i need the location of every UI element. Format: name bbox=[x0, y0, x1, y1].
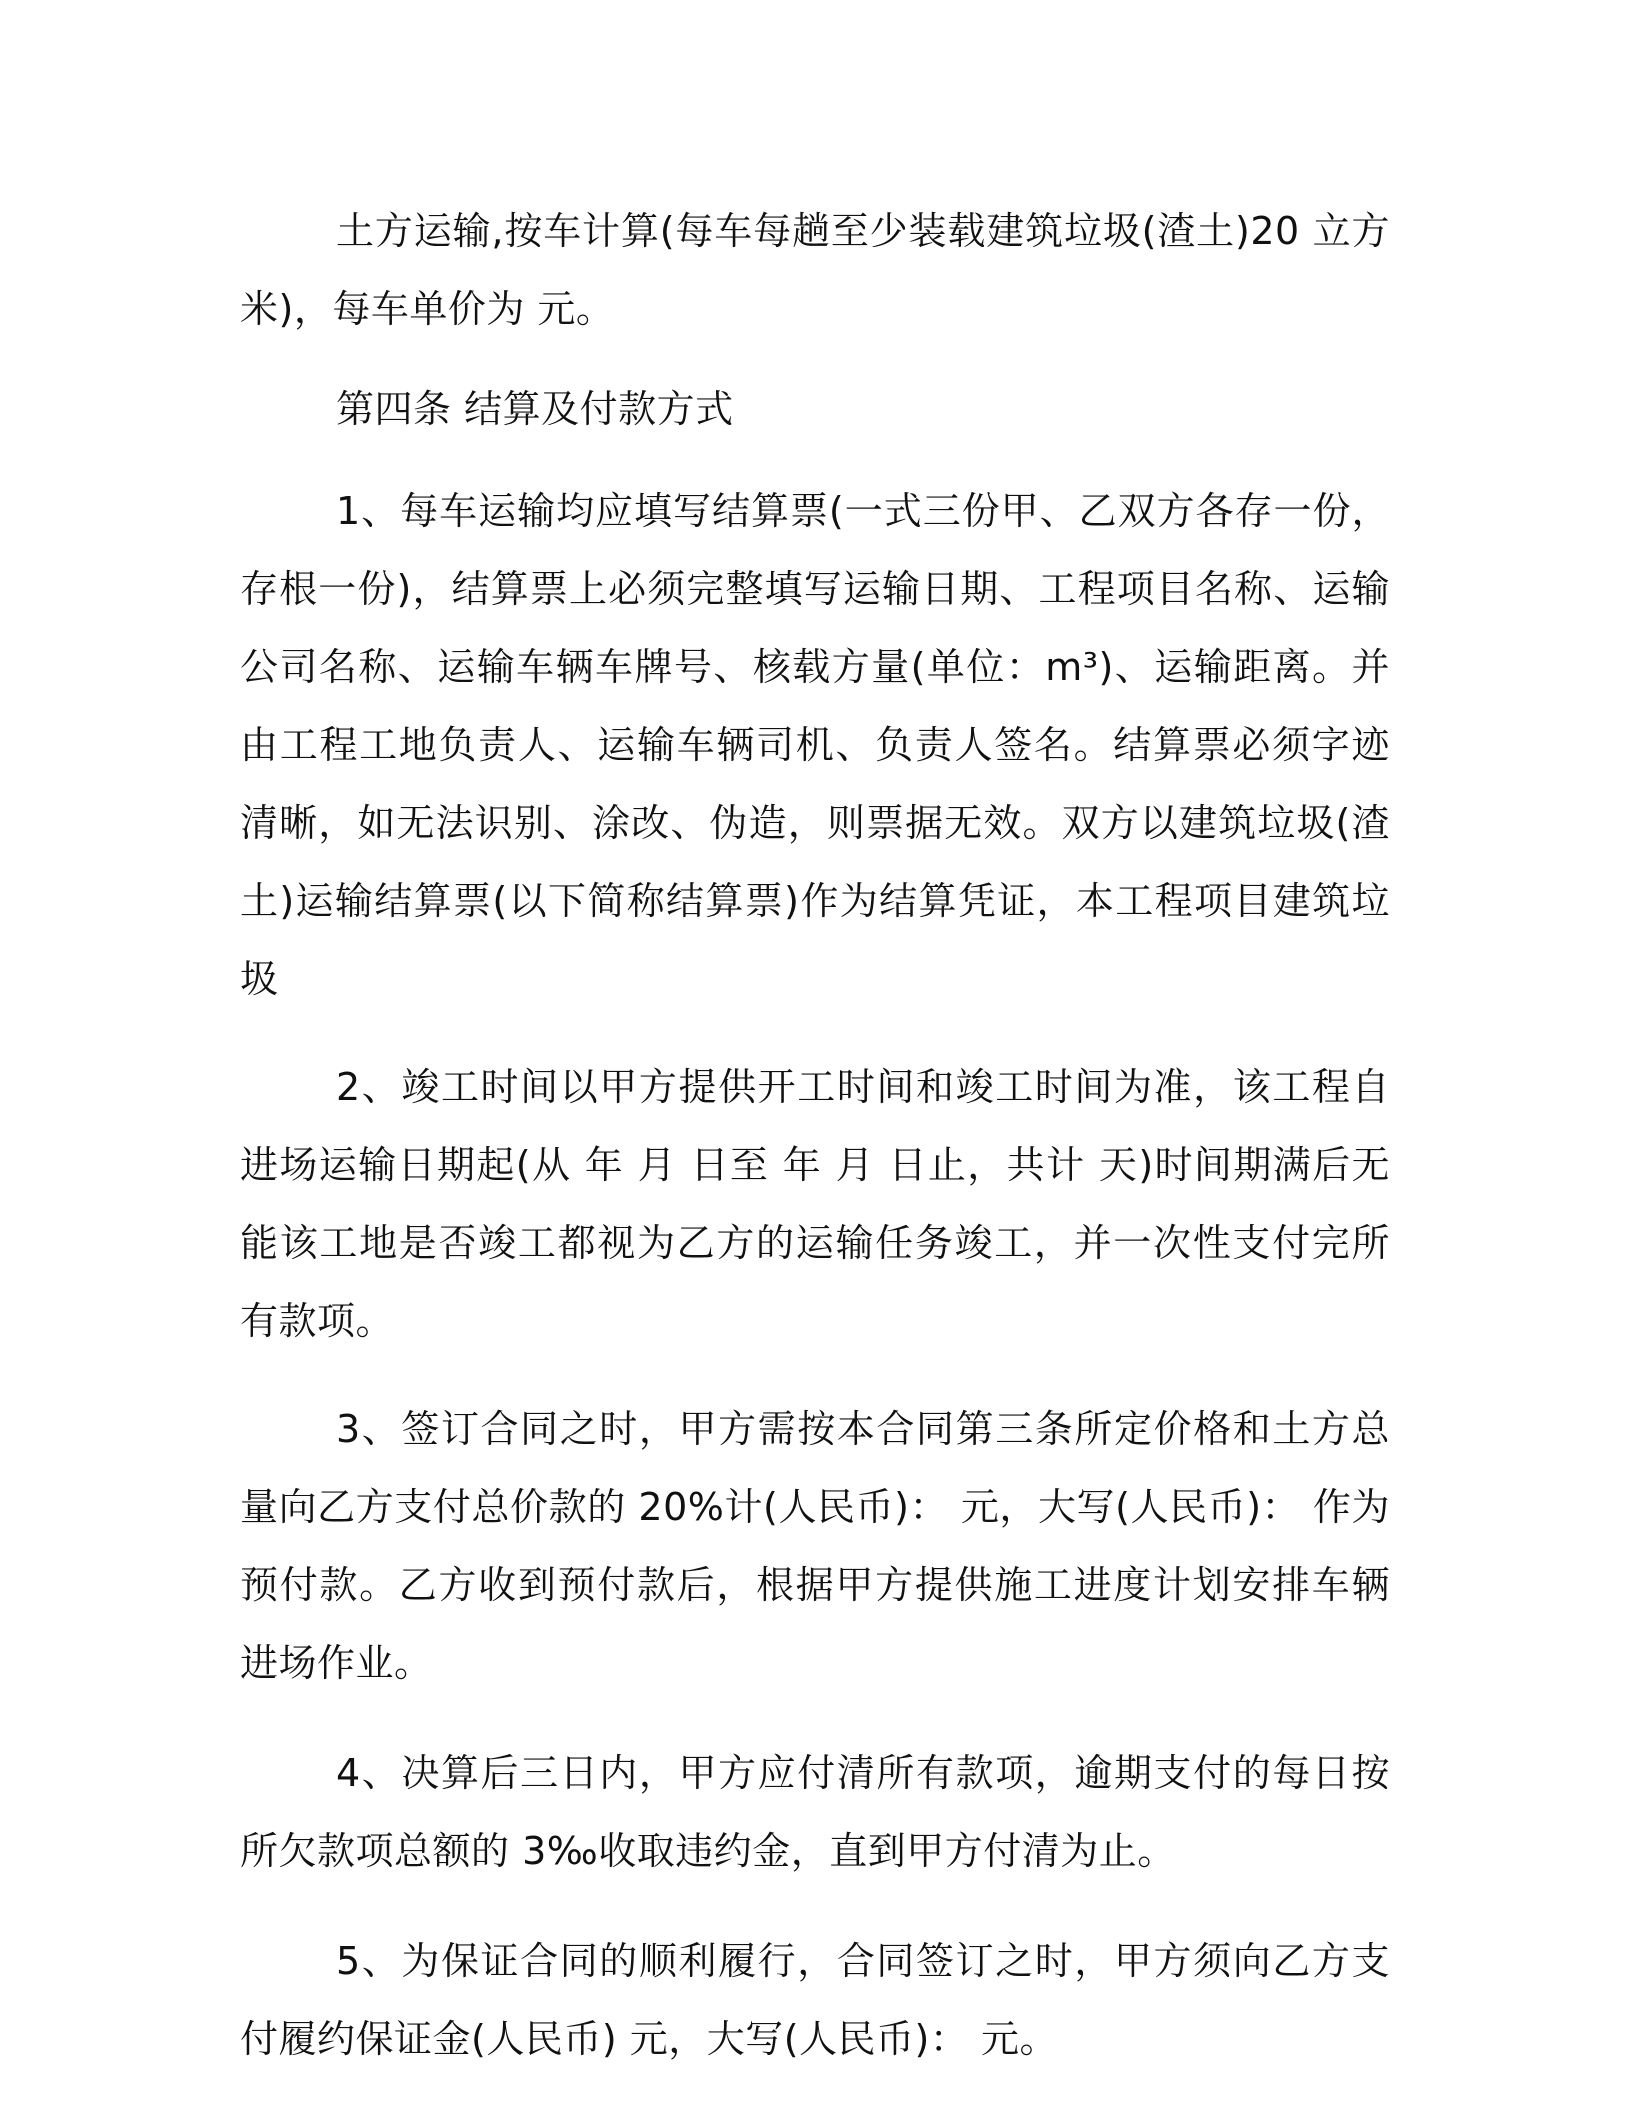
paragraph-clause-1: 1、每车运输均应填写结算票(一式三份甲、乙双方各存一份，存根一份)，结算票上必须完整填写运输日期、工程项目名称、运输公司名称、运输车辆车牌号、核载方量(单位：m³)、运输距离。并由工程工地负责人、运输车辆司机、负责人签名。结算票必须字迹清晰，如无法识别、涂改、伪造，则票据无效。双方以建筑垃圾(渣土)运输结算票(以下简称结算票)作为结算凭证，本工程项目建筑垃圾 bbox=[240, 489, 1390, 1001]
section-heading-settlement: 第四条 结算及付款方式 bbox=[336, 387, 734, 431]
paragraph-clause-2: 2、竣工时间以甲方提供开工时间和竣工时间为准，该工程自进场运输日期起(从 年 月 日至 年 月 日止，共计 天)时间期满后无能该工地是否竣工都视为乙方的运输任务竣工，并一次性支付完所有款项。 bbox=[240, 1065, 1390, 1343]
paragraph-transport-pricing: 土方运输,按车计算(每车每趟至少装载建筑垃圾(渣土)20 立方米)，每车单价为 元。 bbox=[240, 209, 1390, 331]
paragraph-clause-5: 5、为保证合同的顺利履行，合同签订之时，甲方须向乙方支付履约保证金(人民币) 元，大写(人民币)： 元。 bbox=[240, 1939, 1390, 2061]
document-page bbox=[240, 192, 1390, 2078]
paragraph-clause-4: 4、决算后三日内，甲方应付清所有款项，逾期支付的每日按所欠款项总额的 3‰收取违约金，直到甲方付清为止。 bbox=[240, 1751, 1390, 1873]
paragraph-clause-3: 3、签订合同之时，甲方需按本合同第三条所定价格和土方总量向乙方支付总价款的 20%计(人民币)： 元，大写(人民币)： 作为预付款。乙方收到预付款后，根据甲方提供施工进度计划安排车辆进场作业。 bbox=[240, 1407, 1390, 1685]
